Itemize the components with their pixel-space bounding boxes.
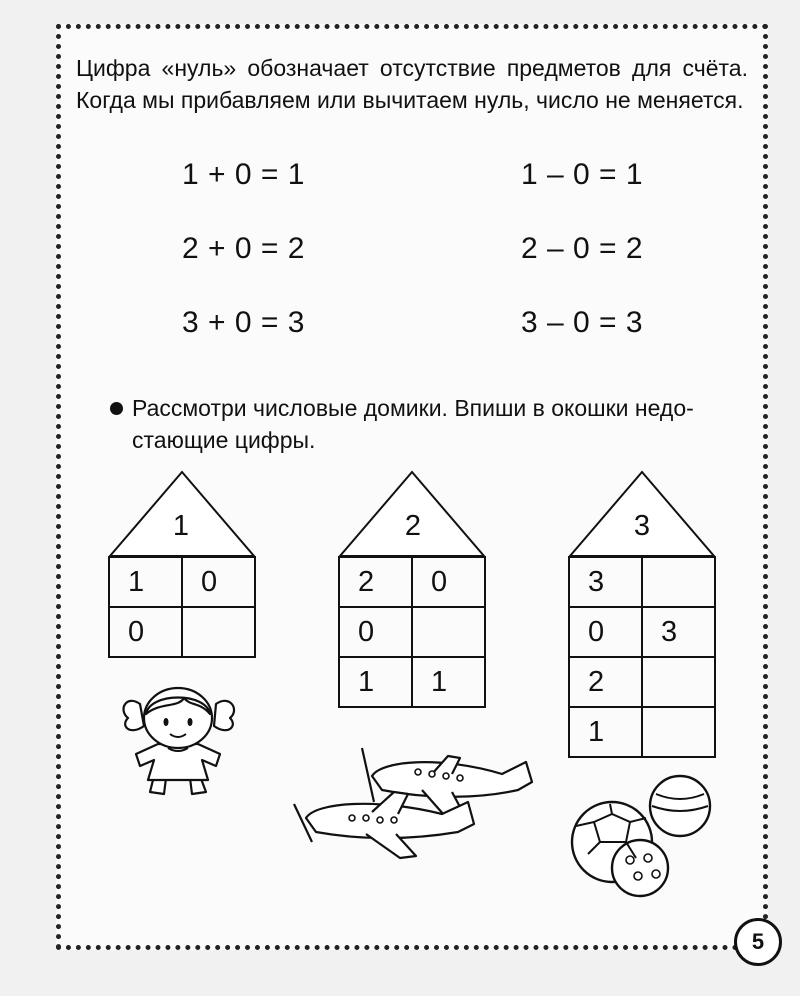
house-cell: 3 — [569, 557, 642, 607]
equation-add-2: 2 + 0 = 2 — [182, 232, 305, 265]
equation-sub-1: 1 – 0 = 1 — [521, 158, 644, 191]
house-cell: 1 — [109, 557, 182, 607]
house-cell: 1 — [569, 707, 642, 757]
intro-text: Цифра «нуль» обозначает отсутствие предметов для счёта. Когда мы прибавляем или вычитаем нуль, число не меняется. — [76, 55, 748, 113]
equation-add-3: 3 + 0 = 3 — [182, 306, 305, 339]
house-roof-number: 2 — [404, 510, 422, 542]
house-roof-number: 1 — [172, 510, 190, 542]
house-cell-empty[interactable] — [182, 607, 255, 657]
house-cell: 1 — [412, 657, 485, 707]
house-roof-number: 3 — [633, 510, 651, 542]
house-cell-empty[interactable] — [642, 657, 715, 707]
house-cell: 2 — [339, 557, 412, 607]
house-grid — [338, 556, 486, 708]
bullet-icon — [110, 402, 123, 415]
house-cell: 0 — [109, 607, 182, 657]
house-cell: 3 — [642, 607, 715, 657]
task-text: Рассмотри числовые домики. Впиши в окошки недо-стающие цифры. — [132, 395, 694, 453]
house-cell: 1 — [339, 657, 412, 707]
house-grid — [108, 556, 256, 658]
house-cell-empty[interactable] — [412, 607, 485, 657]
house-cell: 0 — [182, 557, 255, 607]
house-grid — [568, 556, 716, 758]
house-cell: 0 — [339, 607, 412, 657]
equation-add-1: 1 + 0 = 1 — [182, 158, 305, 191]
doll-illustration — [118, 680, 246, 804]
house-cell: 2 — [569, 657, 642, 707]
equation-sub-2: 2 – 0 = 2 — [521, 232, 644, 265]
house-cell-empty[interactable] — [642, 557, 715, 607]
page-number-badge: 5 — [734, 918, 782, 966]
balls-illustration — [568, 768, 718, 898]
house-cell-empty[interactable] — [642, 707, 715, 757]
equation-sub-3: 3 – 0 = 3 — [521, 306, 644, 339]
task-instruction — [110, 392, 746, 456]
house-cell: 0 — [569, 607, 642, 657]
house-cell: 0 — [412, 557, 485, 607]
airplanes-illustration — [282, 738, 540, 858]
